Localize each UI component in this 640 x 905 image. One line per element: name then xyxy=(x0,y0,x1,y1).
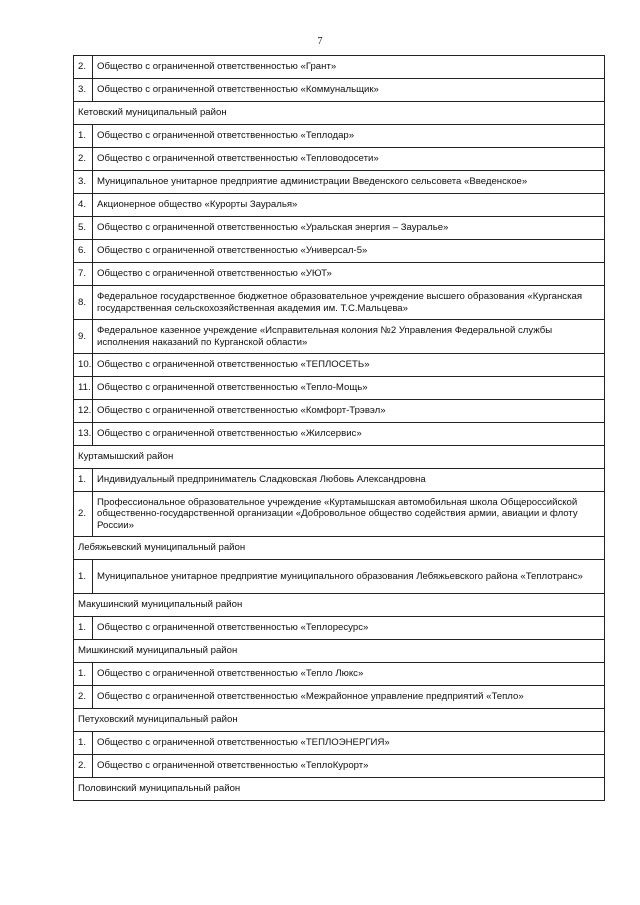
table-row xyxy=(74,79,605,102)
row-number: 5. xyxy=(74,217,93,240)
table-row xyxy=(74,240,605,263)
row-number: 6. xyxy=(74,240,93,263)
organization-name: Общество с ограниченной ответственностью «Грант» xyxy=(93,56,605,79)
organization-name: Муниципальное унитарное предприятие администрации Введенского сельсовета «Введенское» xyxy=(93,171,605,194)
table-row xyxy=(74,377,605,400)
row-number: 1. xyxy=(74,663,93,686)
row-number: 9. xyxy=(74,320,93,354)
row-number: 12. xyxy=(74,400,93,423)
organization-name: Муниципальное унитарное предприятие муниципального образования Лебяжьевского района «Теплотранс» xyxy=(93,560,605,594)
row-number: 13. xyxy=(74,423,93,446)
row-number: 3. xyxy=(74,171,93,194)
district-header-row xyxy=(74,709,605,732)
row-number: 11. xyxy=(74,377,93,400)
table-row xyxy=(74,732,605,755)
table-row xyxy=(74,217,605,240)
organization-name: Общество с ограниченной ответственностью «Уральская энергия – Зауралье» xyxy=(93,217,605,240)
district-name: Куртамышский район xyxy=(74,446,605,469)
table-row xyxy=(74,492,605,537)
district-name: Лебяжьевский муниципальный район xyxy=(74,537,605,560)
organization-name: Общество с ограниченной ответственностью «ТеплоКурорт» xyxy=(93,755,605,778)
table-row xyxy=(74,400,605,423)
row-number: 7. xyxy=(74,263,93,286)
organization-name: Федеральное казенное учреждение «Исправительная колония №2 Управления Федеральной службы исполнения наказаний по Курганской области» xyxy=(93,320,605,354)
table-row xyxy=(74,171,605,194)
district-header-row xyxy=(74,102,605,125)
table-row xyxy=(74,686,605,709)
organizations-table xyxy=(73,55,605,801)
organization-name: Общество с ограниченной ответственностью «Теплодар» xyxy=(93,125,605,148)
table-row xyxy=(74,617,605,640)
row-number: 1. xyxy=(74,469,93,492)
table-row xyxy=(74,423,605,446)
row-number: 1. xyxy=(74,125,93,148)
table-row xyxy=(74,469,605,492)
table-row xyxy=(74,125,605,148)
organization-name: Профессиональное образовательное учреждение «Куртамышская автомобильная школа Общероссийской общественно-государственной организации «Добровольное общество содействия армии, авиации и флоту России» xyxy=(93,492,605,537)
district-header-row xyxy=(74,640,605,663)
organization-name: Общество с ограниченной ответственностью «УЮТ» xyxy=(93,263,605,286)
table-row xyxy=(74,194,605,217)
organization-name: Общество с ограниченной ответственностью «Тепловодосети» xyxy=(93,148,605,171)
row-number: 1. xyxy=(74,560,93,594)
row-number: 8. xyxy=(74,286,93,320)
row-number: 2. xyxy=(74,148,93,171)
organization-name: Федеральное государственное бюджетное образовательное учреждение высшего образования «Курганская государственная сельскохозяйственная академия им. Т.С.Мальцева» xyxy=(93,286,605,320)
table-row xyxy=(74,663,605,686)
table-row xyxy=(74,263,605,286)
district-header-row xyxy=(74,537,605,560)
district-header-row xyxy=(74,594,605,617)
organization-name: Общество с ограниченной ответственностью «Тепло-Мощь» xyxy=(93,377,605,400)
row-number: 10. xyxy=(74,354,93,377)
table-row xyxy=(74,560,605,594)
row-number: 2. xyxy=(74,56,93,79)
table-row xyxy=(74,755,605,778)
row-number: 2. xyxy=(74,686,93,709)
organization-name: Общество с ограниченной ответственностью «Тепло Люкс» xyxy=(93,663,605,686)
district-header-row xyxy=(74,778,605,801)
organization-name: Общество с ограниченной ответственностью «Универсал-5» xyxy=(93,240,605,263)
organization-name: Общество с ограниченной ответственностью «Коммунальщик» xyxy=(93,79,605,102)
row-number: 1. xyxy=(74,732,93,755)
row-number: 3. xyxy=(74,79,93,102)
row-number: 2. xyxy=(74,492,93,537)
table-row xyxy=(74,320,605,354)
table-row xyxy=(74,56,605,79)
district-name: Макушинский муниципальный район xyxy=(74,594,605,617)
row-number: 1. xyxy=(74,617,93,640)
page-number: 7 xyxy=(317,36,323,47)
row-number: 2. xyxy=(74,755,93,778)
district-name: Половинский муниципальный район xyxy=(74,778,605,801)
organization-name: Индивидуальный предприниматель Сладковская Любовь Александровна xyxy=(93,469,605,492)
organization-name: Общество с ограниченной ответственностью «Межрайонное управление предприятий «Тепло» xyxy=(93,686,605,709)
organization-name: Общество с ограниченной ответственностью «Теплоресурс» xyxy=(93,617,605,640)
table-row xyxy=(74,286,605,320)
table-row xyxy=(74,148,605,171)
organizations-table-body xyxy=(74,56,605,801)
organization-name: Общество с ограниченной ответственностью «ТЕПЛОСЕТЬ» xyxy=(93,354,605,377)
organization-name: Акционерное общество «Курорты Зауралья» xyxy=(93,194,605,217)
district-name: Кетовский муниципальный район xyxy=(74,102,605,125)
district-name: Петуховский муниципальный район xyxy=(74,709,605,732)
district-header-row xyxy=(74,446,605,469)
table-row xyxy=(74,354,605,377)
row-number: 4. xyxy=(74,194,93,217)
organization-name: Общество с ограниченной ответственностью «Жилсервис» xyxy=(93,423,605,446)
organization-name: Общество с ограниченной ответственностью «ТЕПЛОЭНЕРГИЯ» xyxy=(93,732,605,755)
organization-name: Общество с ограниченной ответственностью «Комфорт-Трэвэл» xyxy=(93,400,605,423)
district-name: Мишкинский муниципальный район xyxy=(74,640,605,663)
